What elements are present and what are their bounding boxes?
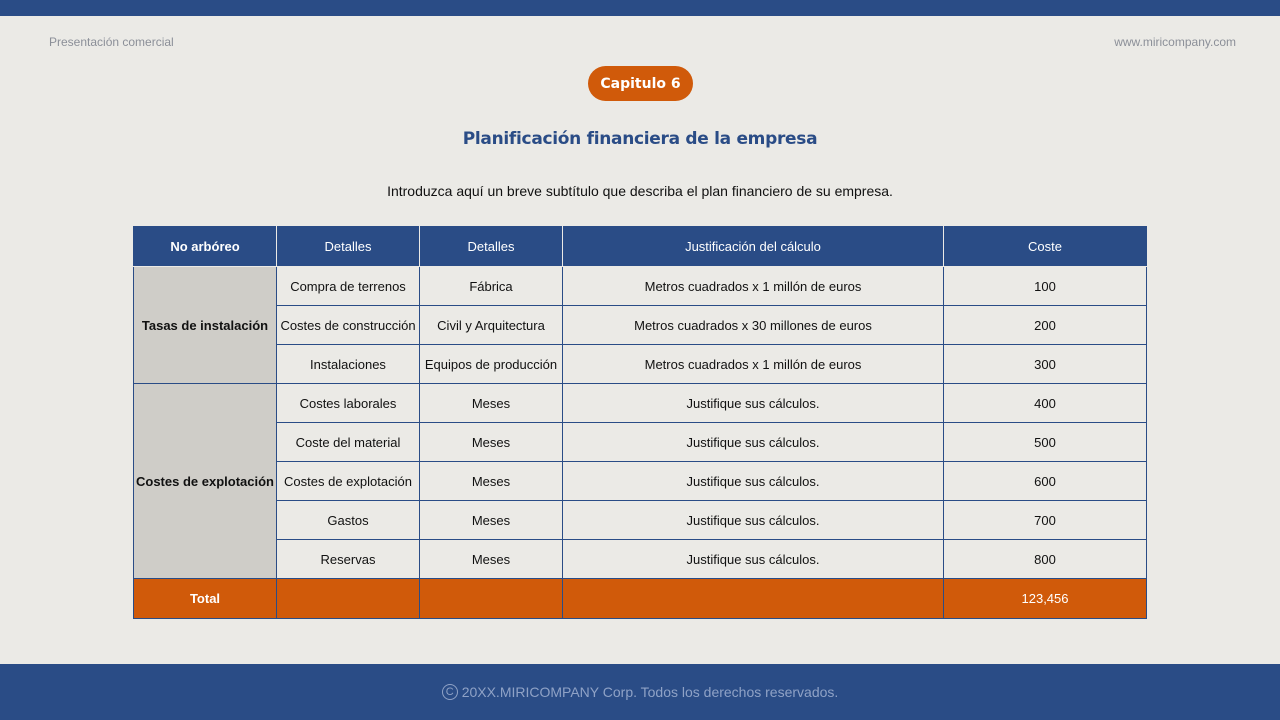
total-empty-cell [420, 579, 563, 619]
justification-cell: Metros cuadrados x 1 millón de euros [563, 267, 944, 306]
table-row [134, 501, 1147, 540]
total-label: Total [134, 579, 277, 619]
justification-cell: Justifique sus cálculos. [563, 501, 944, 540]
copyright-icon: C [442, 684, 458, 700]
detail-cell: Equipos de producción [420, 345, 563, 384]
justification-cell: Metros cuadrados x 1 millón de euros [563, 345, 944, 384]
detail-cell: Reservas [277, 540, 420, 579]
financial-table [133, 226, 1147, 619]
header-cell-details-2: Detalles [420, 227, 563, 267]
footer [0, 664, 1280, 720]
table-row [134, 345, 1147, 384]
table-row [134, 306, 1147, 345]
header-left-text: Presentación comercial [49, 35, 174, 49]
total-empty-cell [563, 579, 944, 619]
cost-cell: 600 [944, 462, 1147, 501]
header-cell-justification: Justificación del cálculo [563, 227, 944, 267]
detail-cell: Costes laborales [277, 384, 420, 423]
total-row [134, 579, 1147, 619]
justification-cell: Justifique sus cálculos. [563, 540, 944, 579]
justification-cell: Metros cuadrados x 30 millones de euros [563, 306, 944, 345]
justification-cell: Justifique sus cálculos. [563, 423, 944, 462]
cost-cell: 700 [944, 501, 1147, 540]
detail-cell: Costes de construcción [277, 306, 420, 345]
justification-cell: Justifique sus cálculos. [563, 462, 944, 501]
detail-cell: Meses [420, 462, 563, 501]
detail-cell: Meses [420, 540, 563, 579]
detail-cell: Meses [420, 501, 563, 540]
table-row [134, 462, 1147, 501]
detail-cell: Fábrica [420, 267, 563, 306]
detail-cell: Coste del material [277, 423, 420, 462]
detail-cell: Gastos [277, 501, 420, 540]
detail-cell: Compra de terrenos [277, 267, 420, 306]
total-empty-cell [277, 579, 420, 619]
cost-cell: 800 [944, 540, 1147, 579]
cost-cell: 400 [944, 384, 1147, 423]
justification-cell: Justifique sus cálculos. [563, 384, 944, 423]
chapter-badge: Capitulo 6 [588, 66, 693, 101]
header-cell-category: No arbóreo [134, 227, 277, 267]
table-header-row [134, 227, 1147, 267]
table-row [134, 267, 1147, 306]
cost-cell: 100 [944, 267, 1147, 306]
header-cell-cost: Coste [944, 227, 1147, 267]
page-title: Planificación financiera de la empresa [462, 129, 818, 149]
cost-cell: 500 [944, 423, 1147, 462]
total-value: 123,456 [944, 579, 1147, 619]
detail-cell: Meses [420, 423, 563, 462]
cost-cell: 200 [944, 306, 1147, 345]
group-cell-installation: Tasas de instalación [134, 267, 277, 384]
group-cell-operating: Costes de explotación [134, 384, 277, 579]
detail-cell: Civil y Arquitectura [420, 306, 563, 345]
page-subtitle: Introduzca aquí un breve subtítulo que describa el plan financiero de su empresa. [387, 183, 893, 199]
detail-cell: Costes de explotación [277, 462, 420, 501]
footer-copyright-text: 20XX.MIRICOMPANY Corp. Todos los derechos reservados. [461, 684, 839, 700]
detail-cell: Meses [420, 384, 563, 423]
top-bar [0, 0, 1280, 16]
detail-cell: Instalaciones [277, 345, 420, 384]
table-row [134, 540, 1147, 579]
table-row [134, 423, 1147, 462]
header-website-link[interactable]: www.miricompany.com [1114, 35, 1236, 49]
header-cell-details-1: Detalles [277, 227, 420, 267]
cost-cell: 300 [944, 345, 1147, 384]
table-row [134, 384, 1147, 423]
